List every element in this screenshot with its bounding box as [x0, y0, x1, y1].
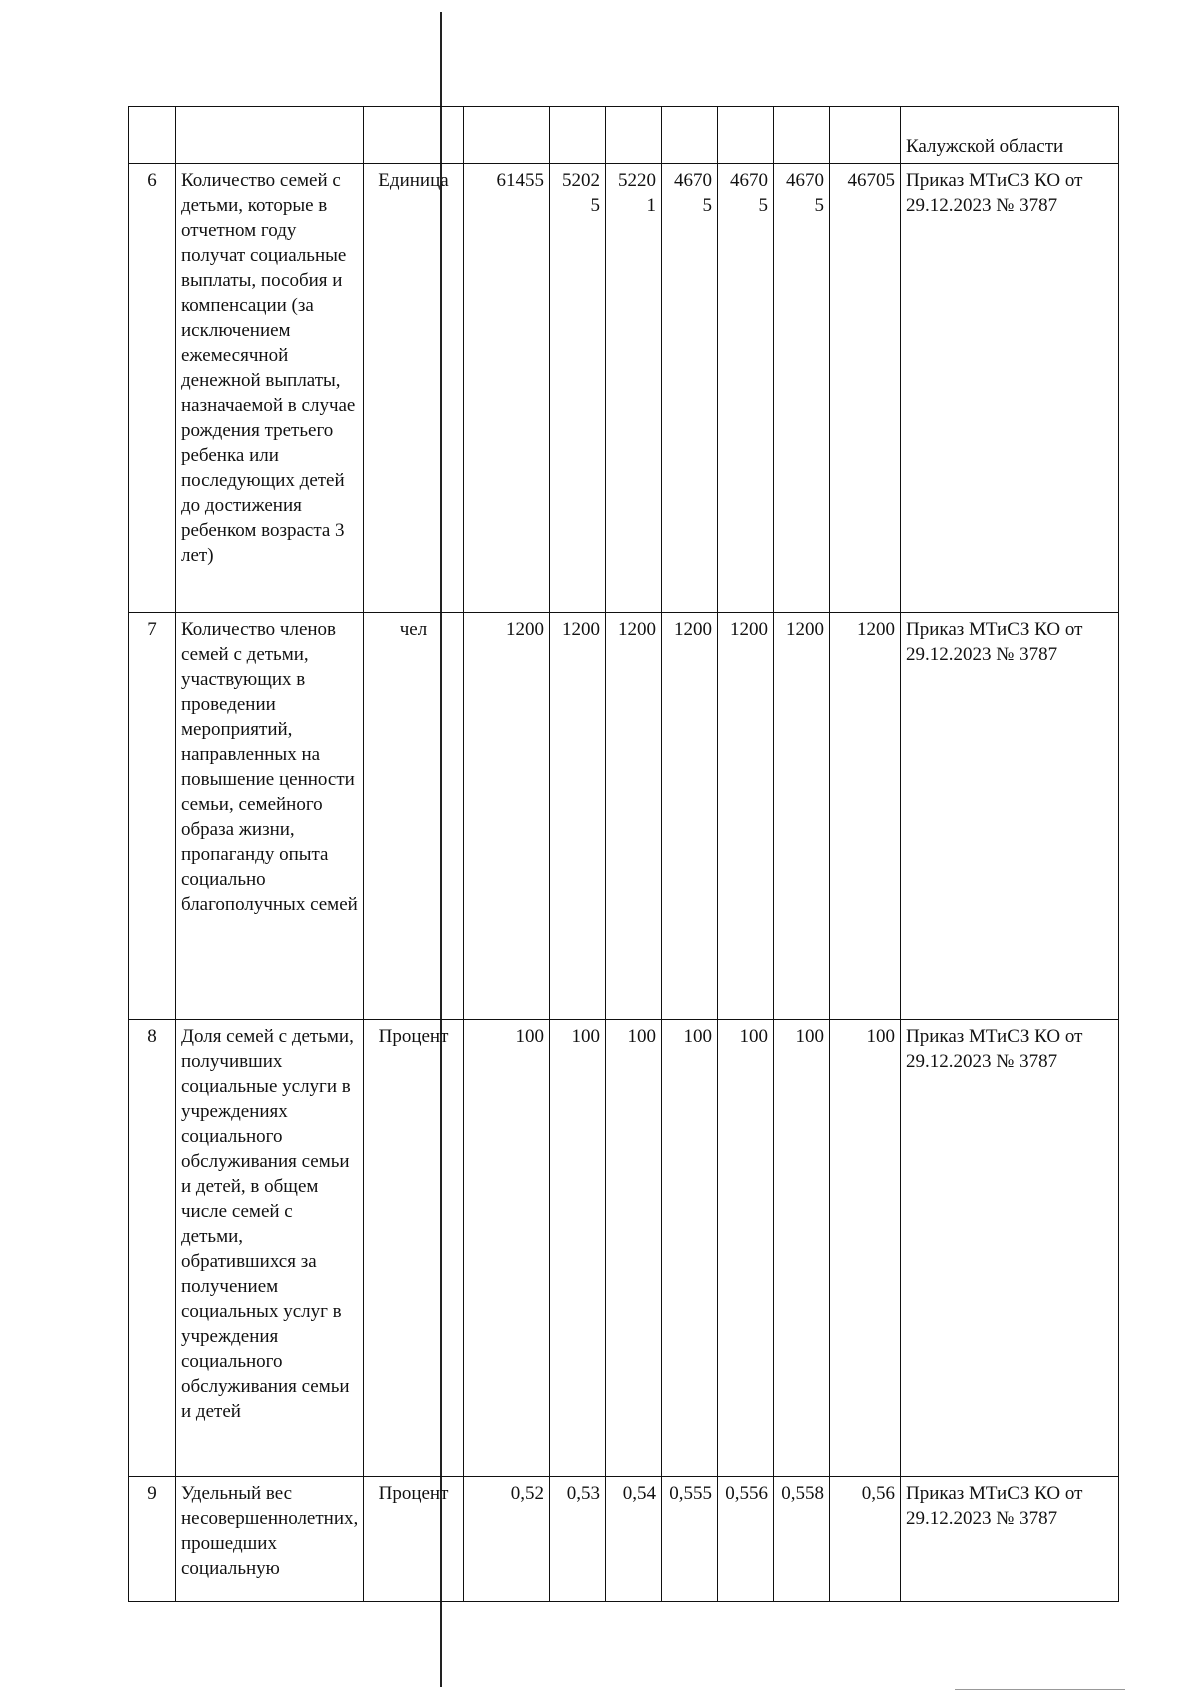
cell-empty — [176, 107, 364, 164]
value-cell: 0,53 — [550, 1477, 606, 1602]
value-cell: 1200 — [662, 613, 718, 1020]
value-cell: 100 — [774, 1020, 830, 1477]
unit-cell: Единица — [364, 164, 464, 613]
source-cell-continuation: Калужской области — [901, 107, 1119, 164]
value-cell: 100 — [550, 1020, 606, 1477]
value-cell: 46705 — [830, 164, 901, 613]
value-cell: 1200 — [464, 613, 550, 1020]
value-cell: 46705 — [662, 164, 718, 613]
cell-empty — [662, 107, 718, 164]
value-cell: 100 — [662, 1020, 718, 1477]
row-number: 8 — [129, 1020, 176, 1477]
indicator-name: Количество семей с детьми, которые в отчетном году получат социальные выплаты, пособия и компенсации (за исключением ежемесячной денежной выплаты, назначаемой в случае рождения третьего ребенка или последующих детей до достижения ребенком возраста 3 лет) — [176, 164, 364, 613]
value-cell: 61455 — [464, 164, 550, 613]
cell-empty — [718, 107, 774, 164]
source-cell: Приказ МТиСЗ КО от 29.12.2023 № 3787 — [901, 613, 1119, 1020]
cell-empty — [606, 107, 662, 164]
indicator-name: Количество членов семей с детьми, участвующих в проведении мероприятий, направленных на повышение ценности семьи, семейного образа жизни, пропаганду опыта социально благополучных семей — [176, 613, 364, 1020]
source-cell: Приказ МТиСЗ КО от 29.12.2023 № 3787 — [901, 164, 1119, 613]
value-cell: 100 — [606, 1020, 662, 1477]
indicator-name: Удельный вес несовершеннолетних, прошедших социальную — [176, 1477, 364, 1602]
cell-empty — [364, 107, 464, 164]
cell-empty — [774, 107, 830, 164]
cell-empty — [550, 107, 606, 164]
source-cell: Приказ МТиСЗ КО от 29.12.2023 № 3787 — [901, 1477, 1119, 1602]
cell-empty — [464, 107, 550, 164]
value-cell: 0,54 — [606, 1477, 662, 1602]
cell-empty — [129, 107, 176, 164]
value-cell: 0,555 — [662, 1477, 718, 1602]
value-cell: 1200 — [718, 613, 774, 1020]
value-cell: 1200 — [830, 613, 901, 1020]
value-cell: 52201 — [606, 164, 662, 613]
value-cell: 0,556 — [718, 1477, 774, 1602]
table-row-continuation — [129, 107, 1119, 164]
table-row — [129, 1477, 1119, 1602]
value-cell: 1200 — [774, 613, 830, 1020]
value-cell: 0,52 — [464, 1477, 550, 1602]
value-cell: 100 — [464, 1020, 550, 1477]
value-cell: 1200 — [550, 613, 606, 1020]
value-cell: 100 — [718, 1020, 774, 1477]
row-number: 6 — [129, 164, 176, 613]
unit-cell: Процент — [364, 1477, 464, 1602]
table-row — [129, 613, 1119, 1020]
source-cell: Приказ МТиСЗ КО от 29.12.2023 № 3787 — [901, 1020, 1119, 1477]
indicator-name: Доля семей с детьми, получивших социальные услуги в учреждениях социального обслуживания семьи и детей, в общем числе семей с детьми, обратившихся за получением социальных услуг в учреждения социального обслуживания семьи и детей — [176, 1020, 364, 1477]
value-cell: 52025 — [550, 164, 606, 613]
row-number: 9 — [129, 1477, 176, 1602]
value-cell: 46705 — [718, 164, 774, 613]
cell-empty — [830, 107, 901, 164]
unit-cell: чел — [364, 613, 464, 1020]
page-footer-rule — [955, 1689, 1125, 1690]
value-cell: 46705 — [774, 164, 830, 613]
value-cell: 0,56 — [830, 1477, 901, 1602]
table-row — [129, 1020, 1119, 1477]
indicators-table — [128, 106, 1119, 1602]
unit-cell: Процент — [364, 1020, 464, 1477]
value-cell: 100 — [830, 1020, 901, 1477]
value-cell: 0,558 — [774, 1477, 830, 1602]
row-number: 7 — [129, 613, 176, 1020]
table-row — [129, 164, 1119, 613]
value-cell: 1200 — [606, 613, 662, 1020]
